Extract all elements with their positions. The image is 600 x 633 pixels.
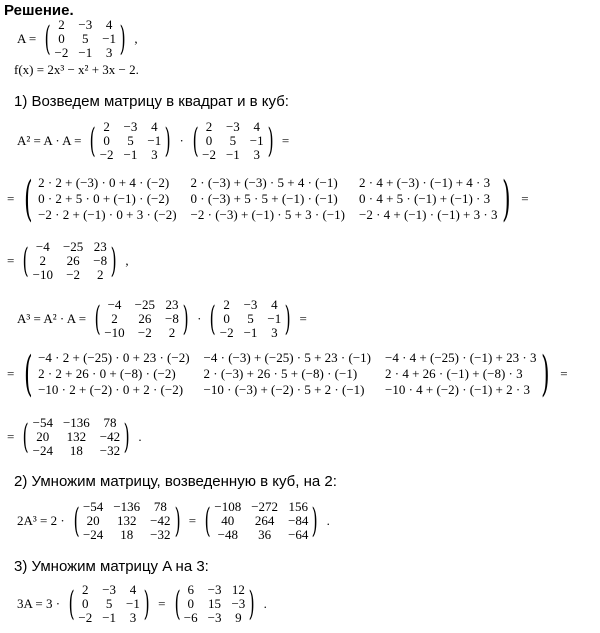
matrix-cell: 264 — [254, 513, 275, 528]
matrix-cell: 2 — [58, 17, 65, 32]
matrix-cell: 3 — [105, 45, 113, 60]
matrix-cell: 4 — [253, 119, 260, 134]
matrix-cell: 3 — [253, 147, 260, 162]
matrix-cell: −1 — [243, 325, 258, 340]
matrix — [19, 346, 555, 402]
matrix-cell: 26 — [138, 311, 152, 326]
matrix-cell: 18 — [120, 527, 134, 542]
matrix-cell: 40 — [221, 513, 235, 528]
matrix-cell: 78 — [153, 499, 167, 514]
matrix-cell: 2 — [168, 325, 176, 340]
matrix-cell: 0 — [82, 596, 89, 611]
matrix-cell: −4 · (−3) + (−25) · 5 + 23 · (−1) — [203, 350, 371, 365]
matrix-cell: −3 — [123, 119, 138, 134]
matrix-cell: −2 — [54, 45, 69, 60]
matrix-cell: 2 · 4 + (−3) · (−1) + 4 · 3 — [359, 175, 491, 190]
matrix-cell: −1 — [249, 133, 264, 148]
step-3-heading: 3) Умножим матрицу A на 3: — [14, 558, 209, 575]
expression-lhs: A³ = A² · A = — [17, 311, 87, 326]
matrix-cell: 5 — [247, 311, 254, 326]
left-paren: ( — [192, 121, 199, 161]
left-paren: ( — [90, 121, 97, 161]
matrix-cell: −4 · 4 + (−25) · (−1) + 23 · 3 — [385, 350, 537, 365]
matrix-cell: −2 — [66, 267, 81, 282]
matrix-cell: 2 — [111, 311, 118, 326]
matrix-cell: −3 — [207, 610, 222, 625]
a-squared-result — [4, 240, 132, 282]
matrix-cell: −3 — [231, 596, 246, 611]
matrix-cell: 12 — [231, 582, 245, 597]
matrix-cell: −2 · (−3) + (−1) · 5 + 3 · (−1) — [190, 207, 345, 222]
a-squared-product — [14, 120, 292, 162]
matrix-cell: 0 — [205, 133, 213, 148]
matrix-cell: 5 — [229, 133, 237, 148]
a-cubed-product — [14, 298, 310, 340]
matrix-cell: 4 — [271, 297, 278, 312]
matrix-cell: 78 — [103, 415, 117, 430]
matrix-cell: 6 — [187, 582, 194, 597]
matrix-cell: −2 — [219, 325, 234, 340]
matrix-cell: 132 — [116, 513, 137, 528]
matrix-cell: −42 — [150, 513, 171, 528]
equals-sign: = — [299, 311, 307, 326]
matrix-cell: −2 — [202, 147, 216, 162]
right-paren: ) — [119, 19, 126, 59]
matrix — [206, 298, 294, 340]
right-paren: ) — [182, 299, 189, 339]
matrix-cell: 2 · 2 + (−3) · 0 + 4 · (−2) — [38, 175, 170, 190]
left-paren: ( — [22, 417, 29, 457]
matrix-cell: −25 — [62, 239, 84, 254]
matrix-cell: 5 — [105, 596, 113, 611]
right-paren: ) — [110, 241, 117, 281]
matrix-cell: −1 — [78, 45, 93, 60]
matrix-cell: 4 — [151, 119, 158, 134]
matrix-cell: −1 — [267, 311, 282, 326]
matrix-cell: −25 — [134, 297, 156, 312]
a-squared-expanded — [4, 171, 532, 227]
matrix-cell: 26 — [66, 253, 80, 268]
matrix-cell: −1 — [123, 147, 138, 162]
matrix-cell: −4 · 2 + (−25) · 0 + 23 · (−2) — [38, 350, 190, 365]
matrix-cell: −3 — [225, 119, 240, 134]
matrix-cell: −84 — [288, 513, 309, 528]
matrix-cell: 0 · 4 + 5 · (−1) + (−1) · 3 — [359, 191, 491, 206]
matrix-cell: 156 — [288, 499, 308, 514]
a-cubed-expanded — [4, 346, 571, 402]
matrix-cell: −54 — [32, 415, 53, 430]
left-paren: ( — [44, 19, 51, 59]
matrix-cell: 2 — [96, 267, 104, 282]
matrix-cell: 132 — [66, 429, 87, 444]
right-paren: ) — [541, 346, 551, 402]
left-paren: ( — [24, 171, 33, 227]
matrix-cell: −32 — [99, 443, 121, 458]
matrix-cell: −4 — [35, 239, 50, 254]
matrix — [70, 500, 184, 542]
matrix-cell: 0 · 2 + 5 · 0 + (−1) · (−2) — [38, 191, 170, 206]
left-paren: ( — [94, 299, 101, 339]
matrix-cell: −10 · 2 + (−2) · 0 + 2 · (−2) — [38, 382, 184, 397]
matrix-cell: −108 — [214, 499, 242, 514]
right-paren: ) — [312, 501, 319, 541]
expression-tail: . — [263, 596, 267, 611]
matrix-cell: −10 · 4 + (−2) · (−1) + 2 · 3 — [385, 382, 530, 397]
expression-lhs: = — [7, 191, 15, 206]
matrix-cell: 20 — [86, 513, 100, 528]
matrix-cell: 23 — [165, 297, 179, 312]
matrix-cell: 2 · (−3) + (−3) · 5 + 4 · (−1) — [190, 175, 338, 190]
matrix-cell: −272 — [251, 499, 279, 514]
matrix-cell: 2 — [205, 119, 213, 134]
matrix — [41, 18, 129, 60]
matrix-cell: 3 — [151, 147, 158, 162]
matrix-cell: −1 — [102, 610, 117, 625]
matrix-cell: 4 — [105, 17, 113, 32]
matrix-cell: −10 — [104, 325, 125, 340]
right-paren: ) — [123, 417, 130, 457]
right-paren: ) — [502, 171, 512, 227]
left-paren: ( — [73, 501, 80, 541]
expression-tail: , — [134, 31, 138, 46]
matrix-cell: 3 — [271, 325, 278, 340]
matrix-cell: 2 — [103, 119, 110, 134]
matrix — [19, 240, 120, 282]
matrix-cell: −10 · (−3) + (−2) · 5 + 2 · (−1) — [203, 382, 365, 397]
matrix — [201, 500, 322, 542]
matrix-cell: −136 — [113, 499, 141, 514]
matrix-cell: 2 — [82, 582, 89, 597]
left-paren: ( — [68, 584, 75, 624]
matrix-cell: 0 — [58, 31, 65, 46]
matrix-cell: −3 — [78, 17, 93, 32]
equals-sign: = — [188, 513, 197, 528]
matrix — [189, 120, 277, 162]
expression-lhs: = — [7, 429, 15, 444]
matrix-cell: −32 — [150, 527, 171, 542]
two-a-cubed — [14, 500, 333, 542]
expression-tail: = — [521, 191, 529, 206]
matrix-cell: −2 — [78, 610, 93, 625]
expression-lhs: = — [7, 366, 15, 381]
right-paren: ) — [143, 584, 150, 624]
matrix-cell: 3 — [129, 610, 137, 625]
matrix-cell: 2 · 2 + 26 · 0 + (−8) · (−2) — [38, 366, 176, 381]
expression-tail: , — [125, 253, 129, 268]
expression-lhs: A² = A · A = — [17, 133, 82, 148]
a-cubed-result — [4, 416, 145, 458]
matrix — [91, 298, 192, 340]
solution-title: Решение. — [4, 2, 74, 19]
matrix-cell: −24 — [82, 527, 104, 542]
matrix-cell: 9 — [235, 610, 242, 625]
matrix-cell: 0 — [223, 311, 230, 326]
matrix-cell: −10 — [32, 267, 53, 282]
matrix-cell: 2 — [39, 253, 47, 268]
equals-sign: = — [158, 596, 166, 611]
matrix-cell: −8 — [165, 311, 179, 326]
expression-lhs: = — [7, 253, 15, 268]
matrix-cell: −3 — [243, 297, 258, 312]
matrix-cell: 0 — [103, 133, 110, 148]
matrix-cell: 0 — [187, 596, 194, 611]
multiply-dot: · — [179, 133, 184, 148]
left-paren: ( — [24, 346, 33, 402]
matrix-cell: −136 — [62, 415, 90, 430]
matrix-cell: −48 — [217, 527, 238, 542]
matrix-cell: 5 — [127, 133, 134, 148]
matrix-cell: −3 — [207, 582, 222, 597]
matrix-cell: −3 — [102, 582, 117, 597]
matrix-cell: −64 — [288, 527, 309, 542]
matrix-cell: 4 — [129, 582, 137, 597]
right-paren: ) — [248, 584, 255, 624]
multiply-dot: · — [197, 311, 202, 326]
expression-lhs: A = — [17, 31, 37, 46]
matrix-cell: 0 · (−3) + 5 · 5 + (−1) · (−1) — [190, 191, 338, 206]
matrix-cell: 18 — [69, 443, 83, 458]
matrix-cell: −42 — [99, 429, 121, 444]
matrix-cell: −1 — [126, 596, 140, 611]
right-paren: ) — [267, 121, 274, 161]
matrix — [86, 120, 174, 162]
matrix-cell: 23 — [93, 239, 107, 254]
matrix-cell: −54 — [82, 499, 104, 514]
matrix-cell: −2 · 4 + (−1) · (−1) + 3 · 3 — [359, 207, 498, 222]
matrix-cell: −2 — [99, 147, 114, 162]
matrix — [19, 416, 133, 458]
expression-tail: . — [326, 513, 330, 528]
matrix-cell: 5 — [82, 31, 89, 46]
matrix-cell: 2 — [223, 297, 230, 312]
matrix-cell: −1 — [225, 147, 240, 162]
matrix-cell: −6 — [183, 610, 198, 625]
left-paren: ( — [174, 584, 181, 624]
matrix — [19, 171, 516, 227]
matrix-cell: −2 · 2 + (−1) · 0 + 3 · (−2) — [38, 207, 177, 222]
matrix-cell: 36 — [258, 527, 272, 542]
left-paren: ( — [204, 501, 211, 541]
matrix-cell: 2 · 4 + 26 · (−1) + (−8) · 3 — [385, 366, 523, 381]
three-a — [14, 583, 270, 625]
matrix-cell: 15 — [208, 596, 222, 611]
expression-lhs: 2A³ = 2 · — [17, 513, 65, 528]
matrix-cell: 20 — [36, 429, 50, 444]
matrix-cell: 2 · (−3) + 26 · 5 + (−8) · (−1) — [203, 366, 358, 381]
right-paren: ) — [284, 299, 291, 339]
matrix-a-definition — [14, 18, 141, 60]
matrix-cell: −1 — [147, 133, 162, 148]
function-definition: f(x) = 2x³ − x² + 3x − 2. — [14, 62, 139, 77]
left-paren: ( — [210, 299, 217, 339]
matrix-cell: −1 — [102, 31, 117, 46]
left-paren: ( — [22, 241, 29, 281]
matrix-cell: −2 — [137, 325, 152, 340]
matrix — [171, 583, 259, 625]
matrix-cell: −4 — [107, 297, 122, 312]
step-1-heading: 1) Возведем матрицу в квадрат и в куб: — [14, 93, 289, 110]
expression-lhs: 3A = 3 · — [17, 596, 61, 611]
right-paren: ) — [164, 121, 171, 161]
matrix-cell: −24 — [32, 443, 53, 458]
expression-tail: . — [138, 429, 142, 444]
expression-tail: = — [560, 366, 568, 381]
equals-sign: = — [281, 133, 290, 148]
matrix — [65, 583, 153, 625]
step-2-heading: 2) Умножим матрицу, возведенную в куб, на 2: — [14, 473, 337, 490]
matrix-cell: −8 — [93, 253, 108, 268]
right-paren: ) — [174, 501, 181, 541]
